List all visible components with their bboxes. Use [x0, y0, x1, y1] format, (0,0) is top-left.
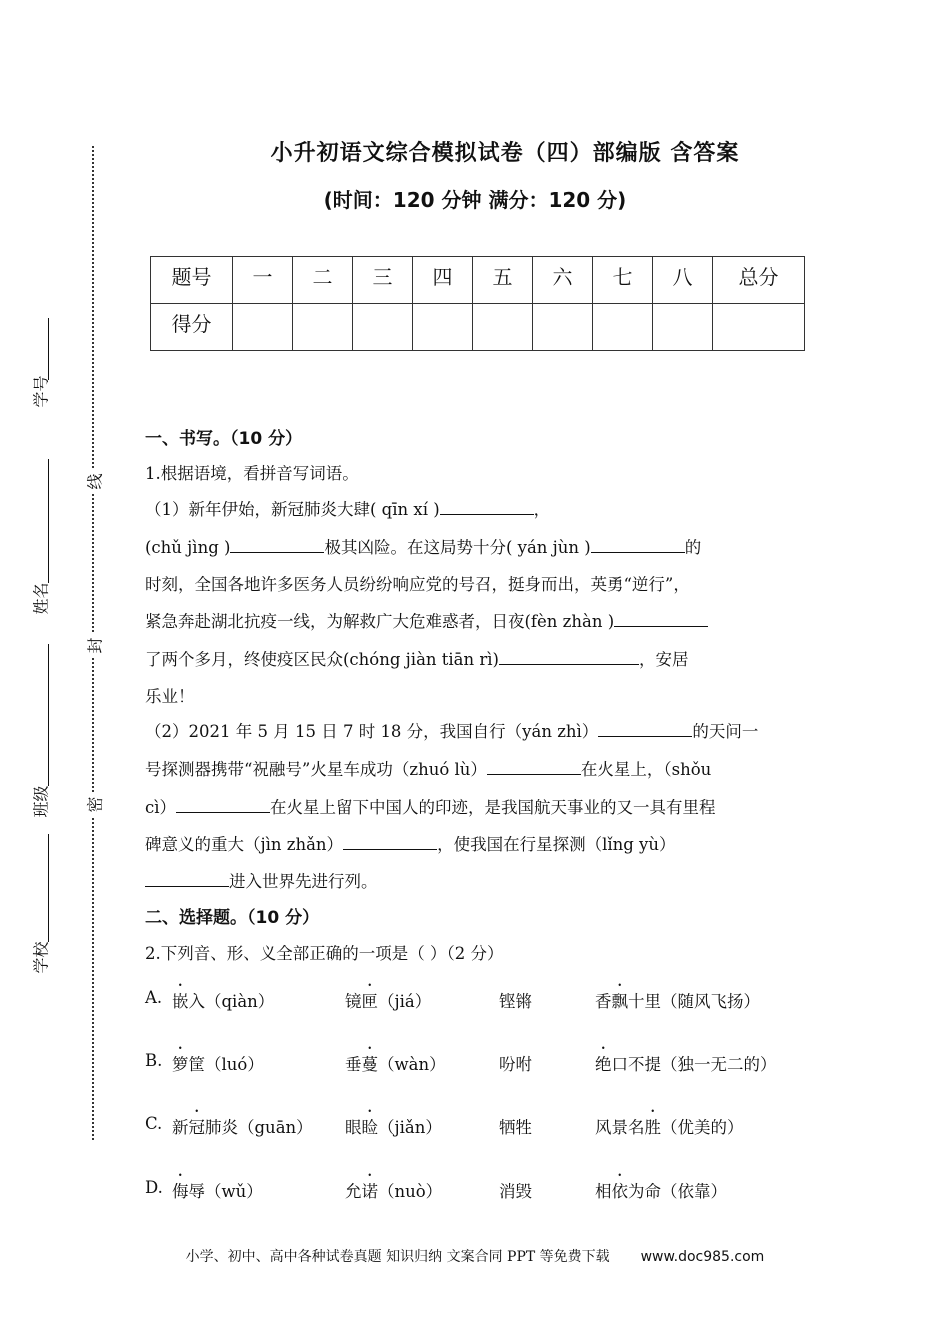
page-footer: [0, 1246, 950, 1266]
score-input-cell[interactable]: [233, 304, 293, 351]
answer-blank[interactable]: [440, 500, 534, 515]
answer-blank[interactable]: [598, 722, 692, 737]
section-2-heading: 二、选择题。（10 分）: [145, 908, 320, 928]
passage-1-line-3: 时刻，全国各地许多医务人员纷纷响应党的号召，挺身而出，英勇“逆行”，: [145, 575, 690, 594]
option-c[interactable]: C. 新冠肺炎（guān） 眼睑（jiǎn） 牺牲 风景名胜（优美的）: [145, 1114, 744, 1137]
answer-blank[interactable]: [145, 872, 229, 887]
table-cell: 题号: [151, 257, 233, 304]
score-input-cell[interactable]: [653, 304, 713, 351]
passage-2-line-1: （2）2021 年 5 月 15 日 7 时 18 分，我国自行（yán zhì） 的天问一: [145, 722, 759, 741]
passage-1-line-6: 乐业！: [145, 687, 195, 706]
answer-blank[interactable]: [591, 538, 685, 553]
answer-blank[interactable]: [487, 760, 581, 775]
table-cell: 六: [533, 257, 593, 304]
table-cell: 一: [233, 257, 293, 304]
score-input-cell[interactable]: [473, 304, 533, 351]
answer-blank[interactable]: [230, 538, 324, 553]
table-cell: 总分: [713, 257, 805, 304]
binding-mark-feng: 封: [82, 634, 106, 657]
score-input-cell[interactable]: [593, 304, 653, 351]
table-cell: 八: [653, 257, 713, 304]
score-input-cell[interactable]: [533, 304, 593, 351]
score-input-cell[interactable]: [413, 304, 473, 351]
table-cell: 四: [413, 257, 473, 304]
field-class: 班级: [28, 640, 52, 820]
field-student-number: 学号: [28, 312, 52, 412]
footer-text: 小学、初中、高中各种试卷真题 知识归纳 文案合同 PPT 等免费下载: [185, 1249, 610, 1265]
table-header-row: [151, 257, 805, 304]
answer-blank[interactable]: [176, 798, 270, 813]
table-cell: 三: [353, 257, 413, 304]
page-title: 小升初语文综合模拟试卷（四）部编版 含答案: [270, 141, 740, 166]
score-input-cell[interactable]: [713, 304, 805, 351]
score-table: [150, 256, 805, 351]
passage-1-line-2: (chǔ jìng ) 极其凶险。在这局势十分( yán jùn ) 的: [145, 538, 702, 557]
option-d[interactable]: D. 侮辱（wǔ） 允诺（nuò） 消毁 相依为命（依靠）: [145, 1178, 727, 1201]
table-cell: 得分: [151, 304, 233, 351]
field-name: 姓名: [28, 455, 52, 635]
passage-2-line-3: cì） 在火星上留下中国人的印迹，是我国航天事业的又一具有里程: [145, 798, 716, 817]
question-2-stem: 2.下列音、形、义全部正确的一项是（ ）（2 分）: [145, 944, 504, 963]
score-input-cell[interactable]: [293, 304, 353, 351]
field-school: 学校: [28, 830, 52, 980]
option-a[interactable]: A. 嵌入（qiàn） 镜匣（jiá） 铿锵 香飘十里（随风飞扬）: [145, 988, 760, 1011]
binding-mark-xian: 线: [82, 470, 106, 493]
binding-mark-mi: 密: [82, 793, 106, 816]
passage-1-line-5: 了两个多月，终使疫区民众(chóng jiàn tiān rì) ，安居: [145, 650, 689, 669]
question-1-intro: 1.根据语境，看拼音写词语。: [145, 464, 359, 483]
score-input-cell[interactable]: [353, 304, 413, 351]
passage-1-line-1: （1）新年伊始，新冠肺炎大肆( qīn xí ) ，: [145, 500, 551, 519]
table-cell: 二: [293, 257, 353, 304]
answer-blank[interactable]: [343, 835, 437, 850]
passage-1-line-4: 紧急奔赴湖北抗疫一线，为解救广大危难惑者，日夜(fèn zhàn ): [145, 608, 708, 632]
footer-link[interactable]: www.doc985.com: [640, 1249, 765, 1265]
table-cell: 七: [593, 257, 653, 304]
table-cell: 五: [473, 257, 533, 304]
passage-2-line-5: 进入世界先进行列。: [145, 868, 378, 892]
passage-2-line-4: 碑意义的重大（jìn zhǎn） ，使我国在行星探测（lǐng yù）: [145, 835, 676, 854]
answer-blank[interactable]: [614, 612, 708, 627]
section-1-heading: 一、书写。（10 分）: [145, 429, 303, 449]
option-b[interactable]: B. 箩筐（luó） 垂蔓（wàn） 吩咐 绝口不提（独一无二的）: [145, 1051, 777, 1074]
answer-blank[interactable]: [499, 650, 639, 665]
table-score-row: [151, 304, 805, 351]
passage-2-line-2: 号探测器携带“祝融号”火星车成功（zhuó lù） 在火星上，（shǒu: [145, 760, 712, 779]
exam-time-score: (时间：120 分钟 满分：120 分): [323, 188, 627, 212]
